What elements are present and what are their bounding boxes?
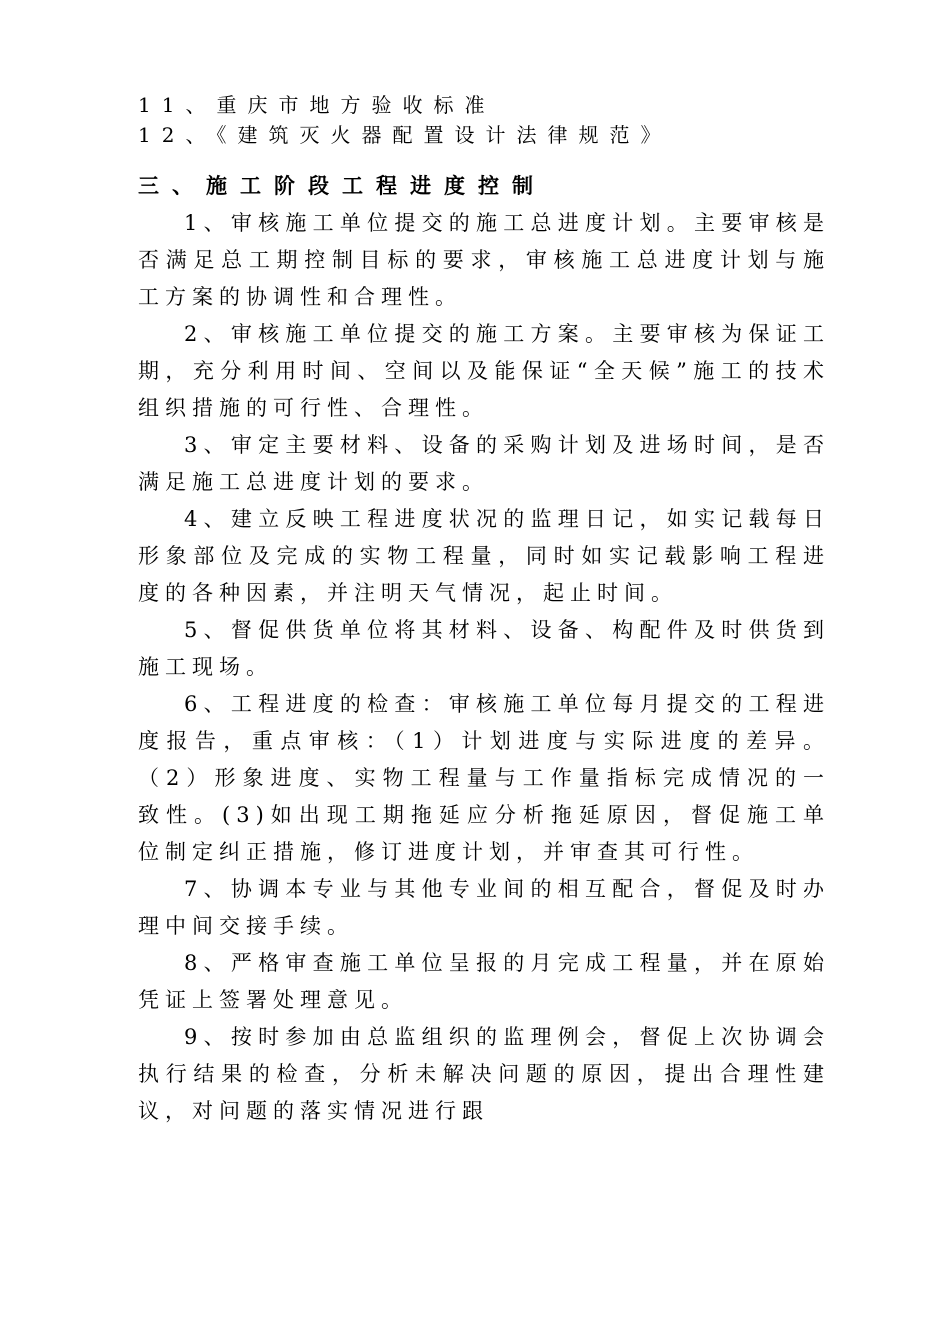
paragraph: 6、工程进度的检查：审核施工单位每月提交的工程进度报告，重点审核：（1）计划进度与实际进度的差异。（2）形象进度、实物工程量与工作量指标完成情况的一致性。(3)如出现工期拖延应分析拖延原因，督促施工单位制定纠正措施，修订进度计划，并审查其可行性。 <box>138 692 830 864</box>
paragraph: 9、按时参加由总监组织的监理例会，督促上次协调会执行结果的检查，分析未解决问题的原因，提出合理性建议，对问题的落实情况进行跟 <box>138 1025 830 1123</box>
reference-list <box>138 90 830 150</box>
section-heading: 三、施工阶段工程进度控制 <box>138 173 546 198</box>
paragraph: 1、审核施工单位提交的施工总进度计划。主要审核是否满足总工期控制目标的要求，审核施工总进度计划与施工方案的协调性和合理性。 <box>138 211 830 309</box>
paragraph: 8、严格审查施工单位呈报的月完成工程量，并在原始凭证上签署处理意见。 <box>138 951 830 1012</box>
paragraph: 4、建立反映工程进度状况的监理日记，如实记载每日形象部位及完成的实物工程量，同时如实记载影响工程进度的各种因素，并注明天气情况，起止时间。 <box>138 507 830 605</box>
reference-item: 12、《建筑灭火器配置设计法律规范》 <box>138 123 672 147</box>
paragraph: 5、督促供货单位将其材料、设备、构配件及时供货到施工现场。 <box>138 618 830 679</box>
paragraph: 3、审定主要材料、设备的采购计划及进场时间，是否满足施工总进度计划的要求。 <box>138 433 830 494</box>
paragraph: 2、审核施工单位提交的施工方案。主要审核为保证工期，充分利用时间、空间以及能保证“全天候”施工的技术组织措施的可行性、合理性。 <box>138 322 830 420</box>
paragraph: 7、协调本专业与其他专业间的相互配合，督促及时办理中间交接手续。 <box>138 877 830 938</box>
reference-item: 11、重庆市地方验收标准 <box>138 93 496 117</box>
section-body <box>138 205 830 1130</box>
